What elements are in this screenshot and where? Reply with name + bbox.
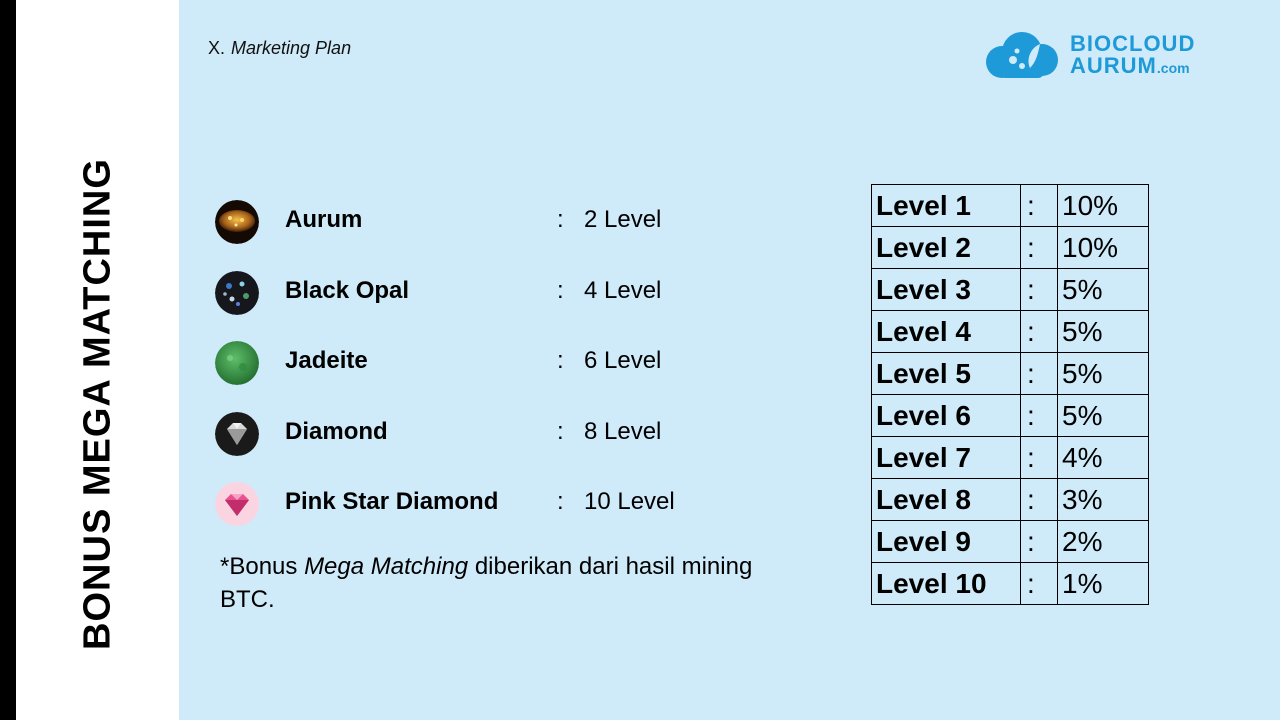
left-edge-bar	[0, 0, 16, 720]
gem-name: Diamond	[285, 417, 388, 445]
gem-colon: :	[557, 206, 564, 233]
page-title: BONUS MEGA MATCHING	[76, 158, 119, 650]
jadeite-gem-icon	[215, 341, 259, 385]
percent-cell: 5%	[1058, 353, 1149, 395]
gold-gem-icon	[215, 200, 259, 244]
level-cell: Level 4	[872, 311, 1021, 353]
gem-colon: :	[557, 488, 564, 515]
gem-name: Black Opal	[285, 276, 410, 304]
table-row	[872, 437, 1149, 479]
table-row	[872, 479, 1149, 521]
section-name: Marketing Plan	[231, 38, 352, 58]
table-row	[872, 395, 1149, 437]
gem-colon: :	[557, 417, 564, 445]
gem-level: 2 Level	[584, 206, 662, 233]
gem-colon: :	[557, 276, 564, 304]
colon-cell: :	[1021, 185, 1058, 227]
gem-name: Aurum	[285, 206, 363, 233]
table-row	[872, 185, 1149, 227]
percent-cell: 3%	[1058, 479, 1149, 521]
gem-colon: :	[557, 347, 564, 374]
gem-name: Pink Star Diamond	[285, 488, 499, 515]
table-row	[872, 521, 1149, 563]
footnote	[220, 550, 760, 616]
percent-cell: 5%	[1058, 395, 1149, 437]
brand-logo	[980, 30, 1240, 82]
colon-cell: :	[1021, 479, 1058, 521]
brand-line-1: BIOCLOUD	[1070, 31, 1196, 56]
brand-suffix: .com	[1156, 60, 1190, 76]
level-cell: Level 5	[872, 353, 1021, 395]
percent-cell: 5%	[1058, 311, 1149, 353]
section-label	[208, 38, 351, 59]
level-cell: Level 1	[872, 185, 1021, 227]
level-cell: Level 7	[872, 437, 1021, 479]
level-cell: Level 6	[872, 395, 1021, 437]
level-percentage-table	[871, 184, 1149, 605]
colon-cell: :	[1021, 353, 1058, 395]
gem-level: 8 Level	[584, 417, 662, 445]
gem-name: Jadeite	[285, 347, 368, 374]
level-cell: Level 3	[872, 269, 1021, 311]
table-row	[872, 563, 1149, 605]
level-cell: Level 2	[872, 227, 1021, 269]
diamond-gem-icon	[215, 412, 259, 456]
table-row	[872, 311, 1149, 353]
cloud-logo-icon	[980, 30, 1062, 80]
colon-cell: :	[1021, 395, 1058, 437]
colon-cell: :	[1021, 227, 1058, 269]
percent-cell: 10%	[1058, 185, 1149, 227]
percent-cell: 1%	[1058, 563, 1149, 605]
gem-level: 10 Level	[584, 488, 675, 515]
percent-cell: 4%	[1058, 437, 1149, 479]
footnote-emphasis: Mega Matching	[304, 553, 469, 580]
percent-cell: 10%	[1058, 227, 1149, 269]
level-cell: Level 9	[872, 521, 1021, 563]
pink-diamond-gem-icon	[215, 482, 259, 526]
brand-line-2: AURUM	[1070, 53, 1157, 78]
brand-wordmark	[1070, 33, 1195, 79]
colon-cell: :	[1021, 311, 1058, 353]
colon-cell: :	[1021, 521, 1058, 563]
table-row	[872, 227, 1149, 269]
footnote-suffix: diberikan dari hasil mining BTC.	[220, 553, 753, 613]
percent-cell: 5%	[1058, 269, 1149, 311]
level-cell: Level 8	[872, 479, 1021, 521]
colon-cell: :	[1021, 437, 1058, 479]
black-opal-gem-icon	[215, 271, 259, 315]
table-row	[872, 353, 1149, 395]
table-row	[872, 269, 1149, 311]
gem-level: 6 Level	[584, 347, 662, 374]
section-number: X.	[208, 38, 226, 58]
level-cell: Level 10	[872, 563, 1021, 605]
colon-cell: :	[1021, 563, 1058, 605]
footnote-prefix: *Bonus	[220, 553, 305, 580]
gem-level: 4 Level	[584, 276, 662, 304]
percent-cell: 2%	[1058, 521, 1149, 563]
colon-cell: :	[1021, 269, 1058, 311]
